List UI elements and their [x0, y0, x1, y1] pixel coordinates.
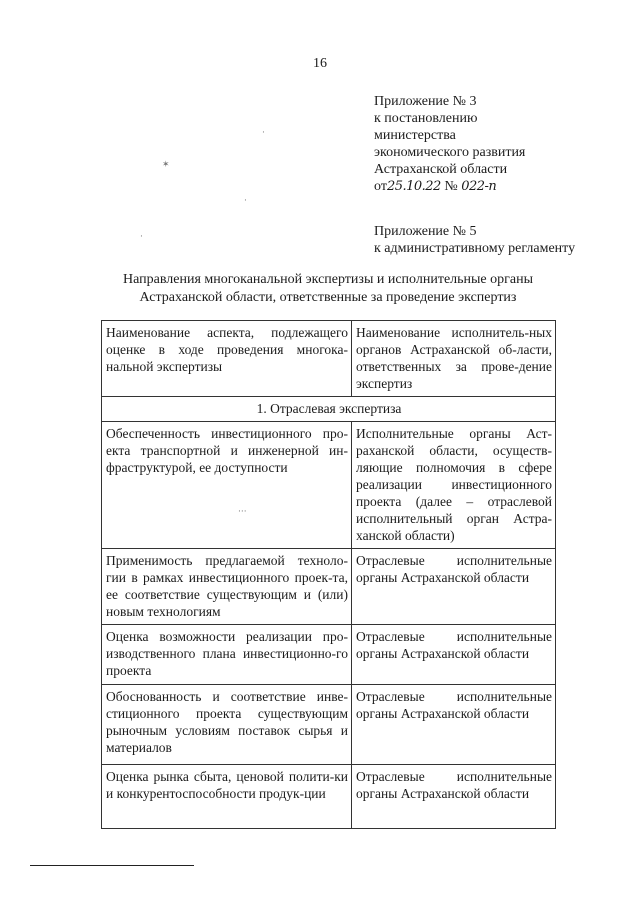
aspect-cell: Применимость предлагаемой техноло-гии в рамках инвестиционного проек-та, ее соответствие существующим и (или) новым технологиям — [102, 549, 352, 625]
title-line-1: Направления многоканальной экспертизы и исполнительные органы — [122, 272, 534, 287]
appendix-3-line: министерства — [374, 128, 456, 143]
scan-speck: · — [244, 196, 247, 206]
table-row — [102, 685, 556, 765]
appendix-3-line: к постановлению — [374, 111, 478, 126]
table-row — [102, 422, 556, 549]
handwritten-number: 022-п — [461, 179, 497, 194]
scan-speck: · — [140, 232, 143, 242]
body-cell: Исполнительные органы Аст-раханской области, осуществ-ляющие полномочия в сфере реализации инвестиционного проекта (далее – отраслевой исполнительный орган Астра-ханской области) — [352, 422, 556, 549]
body-cell: Отраслевые исполнительные органы Астраханской области — [352, 549, 556, 625]
body-cell: Отраслевые исполнительные органы Астраханской области — [352, 625, 556, 685]
body-cell: Отраслевые исполнительные органы Астраханской области — [352, 685, 556, 765]
scan-speck: ··· — [238, 507, 247, 517]
scan-speck: ✶ — [162, 160, 170, 170]
appendix-3-line: Астраханской области — [374, 162, 508, 177]
handwritten-date: 25.10.22 — [386, 179, 441, 194]
header-aspect-cell: Наименование аспекта, подлежащего оценке в ходе проведения многока-нальной экспертизы — [102, 321, 352, 397]
footer-rule — [30, 865, 194, 866]
document-title — [100, 271, 556, 307]
section-row — [102, 397, 556, 422]
aspect-cell: Оценка рынка сбыта, ценовой полити-ки и конкурентоспособности продук-ции — [102, 765, 352, 829]
aspect-cell: Обоснованность и соответствие инве-стиционного проекта существующим рыночным условиям поставок сырья и материалов — [102, 685, 352, 765]
scan-speck: · — [262, 128, 265, 138]
expertise-table — [101, 320, 556, 829]
appendix-5-line: Приложение № 5 — [374, 224, 477, 239]
body-cell: Отраслевые исполнительные органы Астраханской области — [352, 765, 556, 829]
header-body-cell: Наименование исполнитель-ных органов Астраханской об-ласти, ответственных за прове-дение экспертиз — [352, 321, 556, 397]
section-title: 1. Отраслевая экспертиза — [102, 397, 556, 422]
aspect-cell: Оценка возможности реализации про-изводственного плана инвестиционно-го проекта — [102, 625, 352, 685]
appendix-5-line: к административному регламенту — [374, 241, 576, 256]
aspect-cell: Обеспеченность инвестиционного про-екта транспортной и инженерной ин-фраструктурой, ее доступности — [102, 422, 352, 549]
appendix-5-block — [374, 223, 575, 257]
page-number: 16 — [313, 56, 327, 71]
table-header-row — [102, 321, 556, 397]
number-prefix: № — [444, 179, 458, 194]
appendix-3-line: Приложение № 3 — [374, 94, 477, 109]
appendix-3-block — [374, 93, 525, 195]
appendix-3-date-line — [374, 178, 525, 195]
date-prefix: от — [374, 179, 387, 194]
table-row — [102, 625, 556, 685]
title-line-2: Астраханской области, ответственные за проведение экспертиз — [139, 290, 517, 305]
table-row — [102, 549, 556, 625]
appendix-3-line: экономического развития — [374, 145, 526, 160]
table-row — [102, 765, 556, 829]
